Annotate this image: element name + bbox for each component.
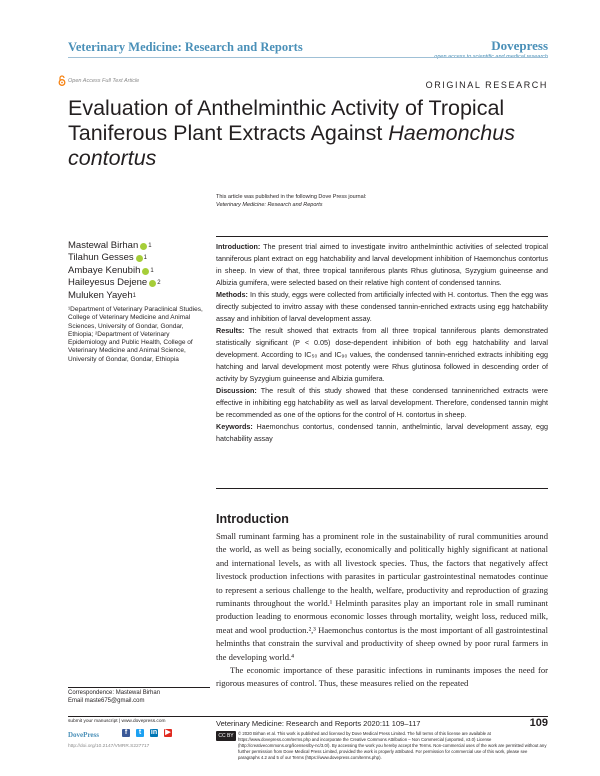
author-affiliation-marker: 2 [157,280,161,287]
article-title: Evaluation of Anthelminthic Activity of Tropical Taniferous Plant Extracts Against Haemonchus contortus [68,96,515,170]
introduction-paragraph-2: The economic importance of these parasitic infections in ruminants imposes the need for rigorous measures of control. Thus, these measures relied on the repeated [216,665,548,689]
facebook-icon[interactable]: f [122,729,130,737]
license-text: © 2020 Birhan et al. This work is published and licensed by Dove Medical Press Limited. The full terms of this license are available at https://www.dovepress.com/terms.php and incorporate the Creative Commons Attribution – Non Commercial (unported, v3.0) License (http://creativecommons.org/licenses/by-nc/3.0/). By accessing the work you hereby accept the Terms. Non-commercial uses of the work are permitted without any further permission from Dove Medical Press Limited, provided the work is properly attributed. For permission for commercial use of this work, please see paragraphs 4.2 and 5 of our Terms (https://www.dovepress.com/terms.php). [238,731,547,760]
journal-title: Veterinary Medicine: Research and Reports [68,40,303,54]
author-3 [68,265,161,277]
abstract-rule-bottom [216,488,548,489]
abstract-rule-top [216,236,548,237]
abstract-discussion: Discussion: The result of this study showed that these condensed tanninenriched extracts were effective in inhibiting egg hatchability as well as larval development. Therefore, condensed tannin might be recommended as one of the options for the control of H. contortus in sheep. [216,386,548,419]
abstract [216,241,548,445]
cc-license-badge[interactable]: CC BY NC [216,731,236,741]
author-name: Ambaye Kenubih [68,264,141,276]
author-name: Mastewal Birhan [68,240,139,251]
author-name: Haileyesus Dejene [68,277,148,289]
orcid-icon[interactable] [136,255,143,262]
author-list [68,240,161,302]
header-rule [68,57,548,58]
author-affiliation-marker: 1 [132,292,136,299]
abstract-methods: Methods: In this study, eggs were collected from artificially infected with H. contortus. Then the egg was directly subjected to invitro assay with these condensed tannin-enriched extracts using egg hatchability assay and inhibition of larval development assay. [216,290,548,323]
author-4 [68,277,161,289]
article-type: ORIGINAL RESEARCH [425,80,548,90]
twitter-icon[interactable]: t [136,729,144,737]
doi-link[interactable]: http://doi.org/10.2147/VMRR.S227717 [68,744,150,749]
author-2 [68,252,161,264]
submit-link[interactable]: submit your manuscript | www.dovepress.com [68,719,166,724]
social-links [122,729,172,737]
introduction-body [216,530,548,691]
orcid-icon[interactable] [149,280,156,287]
youtube-icon[interactable]: ▶ [165,729,171,736]
citation-line: Veterinary Medicine: Research and Reports 2020:11 109–117 [216,719,421,728]
author-affiliation-marker: 1 [150,267,154,274]
introduction-paragraph-1: Small ruminant farming has a prominent role in the sustainability of rural communities around the world, as well as being socially, economically and politically highly significant at national and international levels, as with all livestock species. Thus, the factors that negatively affect livestock production infections with parasites in particular gastrointestinal nematodes continue to represent a serious challenge to the health, welfare, productivity and reproduction of grazing ruminants throughout the world.¹ Helminth parasites play an important role in small ruminant production leading to enormous economic losses through mortality, weight loss, reduced milk, meat and wool production.²,³ Haemonchus contortus is the most important of all gastrointestinal helminths that constrain the survival and productivity of sheep owned by poor rural farmers in the developing world.⁴ [216,531,548,662]
publisher-logo[interactable]: Dovepress [491,38,548,53]
page-number: 109 [529,717,548,729]
author-1 [68,240,161,252]
linkedin-icon[interactable]: in [150,729,158,736]
abstract-results: Results: The result showed that extracts from all three tropical tanniferous plants demonstrated statistically significant (P < 0.05) dose-dependent inhibition of both egg hatchability and larval development. According to IC₅₀ and IC₉₀ values, the condensed tannin-enriched extracts inhibiting egg hatching and larval development most potently were Rhus glutinosa followed in descending order of activity by Syzygium guineense and Albizia gumifera. [216,326,548,383]
orcid-icon[interactable] [142,268,149,275]
correspondence-email[interactable]: Email maste675@gmail.com [68,698,145,704]
correspondence-rule [68,687,210,688]
author-5 [68,290,161,302]
author-name: Tilahun Gesses [68,252,134,264]
introduction-heading: Introduction [216,512,289,526]
footer-rule [68,716,548,717]
author-name: Muluken Yayeh [68,289,133,301]
affiliations: ¹Department of Veterinary Paraclinical Studies, College of Veterinary Medicine and Animal Sciences, University of Gondar, Gondar, Ethiopia; ²Department of Veterinary Epidemiology and Public Health, College of Veterinary Medicine and Animal Science, University of Gondar, Gondar, Ethiopia [68,306,203,363]
abstract-introduction: Introduction: The present trial aimed to investigate invitro anthelminthic activities of selected tropical tanniferous plant extract on egg hatchability and larval development inhibition of Haemonchus contortus in sheep. In view of that, three tropical tanniferous plants Rhus glutinosa, Syzygium guineense and Albizia gumifera, were selected based on their relative high content of condensed tannins. [216,242,548,287]
author-affiliation-marker: 1 [148,243,152,249]
orcid-icon[interactable] [140,243,147,250]
publication-note: This article was published in the following Dove Press journal: Veterinary Medicine: Research and Reports [216,194,367,208]
open-access-label: Open Access Full Text Article [68,78,140,84]
abstract-keywords: Keywords: Haemonchus contortus, condensed tannin, anthelmintic, larval development assay, egg hatchability assay [216,422,548,443]
correspondence: Correspondence: Mastewal Birhan Email maste675@gmail.com [68,690,161,704]
open-access-icon [58,75,66,86]
author-affiliation-marker: 1 [143,255,147,262]
footer-publisher-logo[interactable]: DovePress [68,731,99,739]
